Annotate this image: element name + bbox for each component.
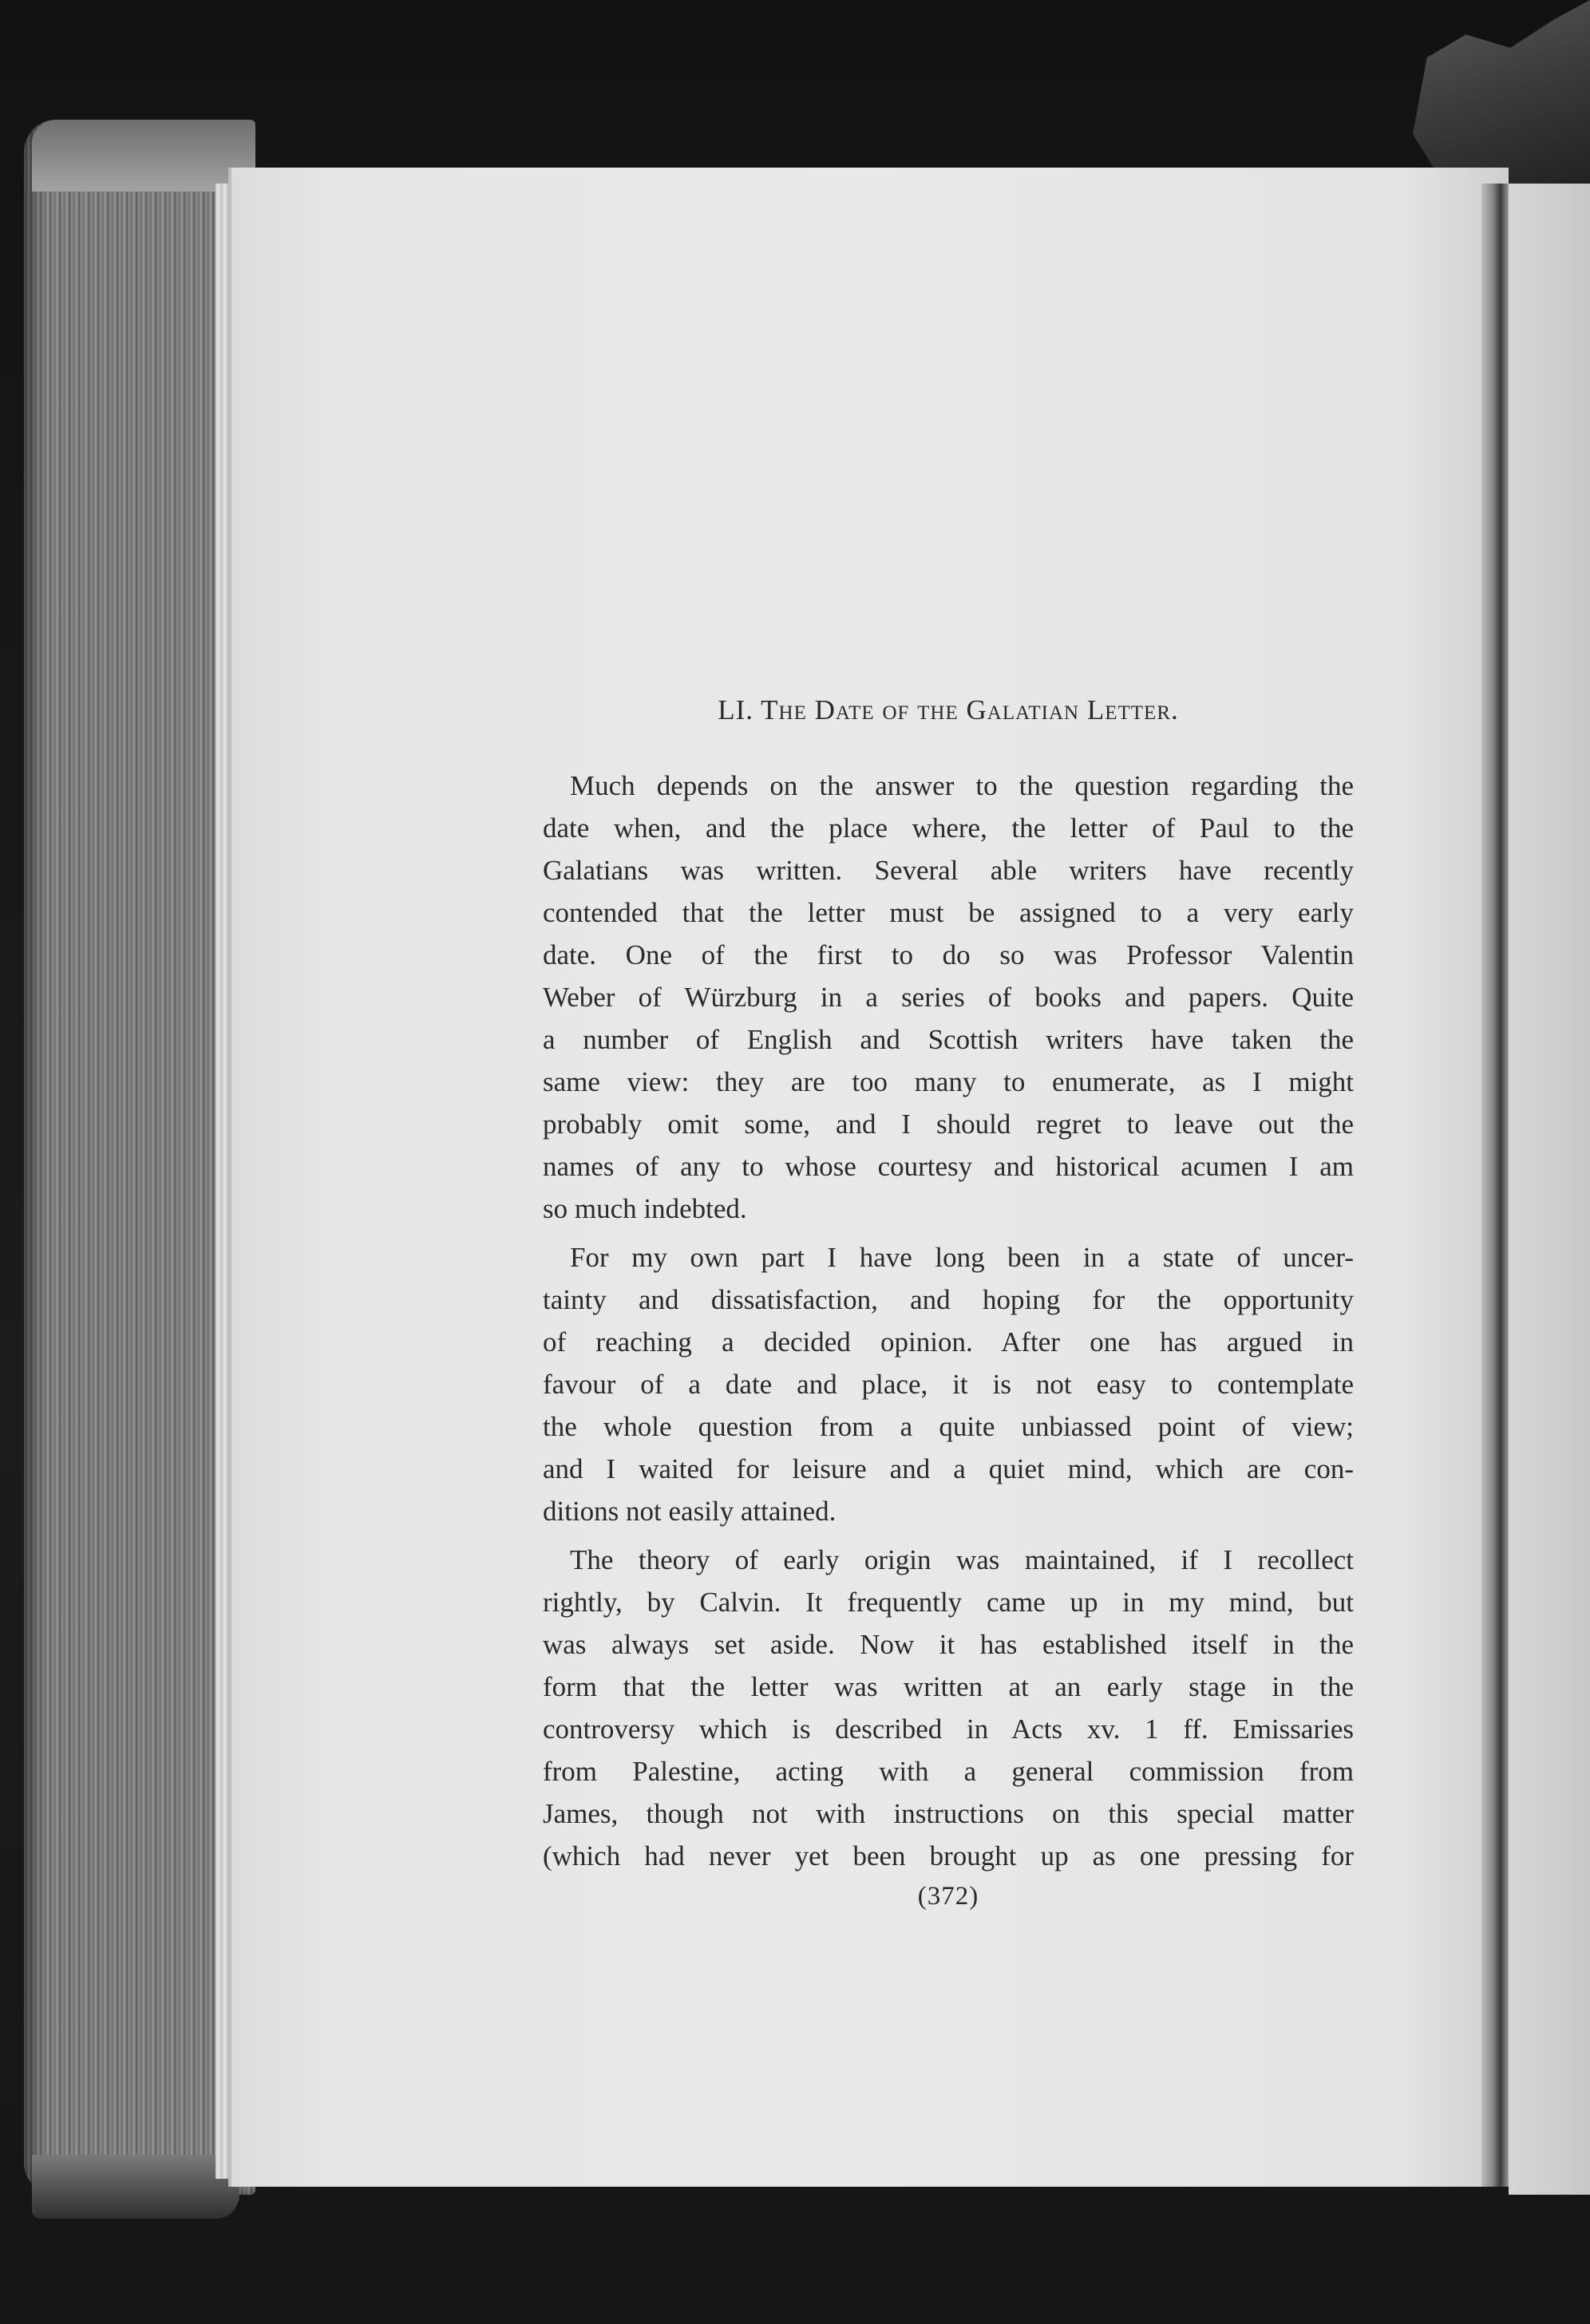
page-number: (372) — [917, 1882, 979, 1911]
page-block-bottom — [32, 2155, 239, 2219]
text-line: Galatians was written. Several able writers have recently — [543, 855, 1354, 886]
text-line: controversy which is described in Acts xv. 1 ff. Emissaries — [543, 1713, 1354, 1745]
text-line: so much indebted. — [543, 1193, 747, 1224]
paragraph-2 — [543, 1236, 1354, 1532]
paragraph-3 — [543, 1539, 1354, 1877]
page-text — [543, 694, 1354, 1911]
text-line: For my own part I have long been in a state of uncer- — [570, 1242, 1354, 1273]
text-line: probably omit some, and I should regret to leave out the — [543, 1109, 1354, 1140]
text-line: contended that the letter must be assigned to a very early — [543, 897, 1354, 928]
text-line: a number of English and Scottish writers have taken the — [543, 1024, 1354, 1055]
facing-page-edge — [1509, 184, 1590, 2195]
text-line: (which had never yet been brought up as one pressing for — [543, 1840, 1354, 1871]
text-line: favour of a date and place, it is not easy to contemplate — [543, 1369, 1354, 1400]
page-block-top — [32, 120, 255, 192]
text-line: names of any to whose courtesy and historical acumen I am — [543, 1151, 1354, 1182]
text-line: date when, and the place where, the letter of Paul to the — [543, 812, 1354, 844]
chapter-heading: LI. The Date of the Galatian Letter. — [718, 694, 1179, 725]
text-line: date. One of the first to do so was Professor Valentin — [543, 939, 1354, 970]
text-line: was always set aside. Now it has established itself in the — [543, 1629, 1354, 1660]
text-line: form that the letter was written at an early stage in the — [543, 1671, 1354, 1702]
text-line: of reaching a decided opinion. After one has argued in — [543, 1326, 1354, 1358]
text-line: Weber of Würzburg in a series of books and papers. Quite — [543, 982, 1354, 1013]
text-line: the whole question from a quite unbiassed point of view; — [543, 1411, 1354, 1442]
text-line: from Palestine, acting with a general commission from — [543, 1756, 1354, 1787]
text-line: tainty and dissatisfaction, and hoping for the opportunity — [543, 1284, 1354, 1315]
text-line: rightly, by Calvin. It frequently came up in my mind, but — [543, 1587, 1354, 1618]
text-line: ditions not easily attained. — [543, 1496, 837, 1527]
text-line: The theory of early origin was maintained, if I recollect — [570, 1544, 1354, 1575]
book-gutter — [1481, 184, 1509, 2187]
text-line: and I waited for leisure and a quiet mind, which are con- — [543, 1453, 1354, 1484]
text-line: Much depends on the answer to the question regarding the — [570, 770, 1354, 801]
torn-paper-scrap — [1413, 0, 1590, 192]
text-line: same view: they are too many to enumerate, as I might — [543, 1066, 1354, 1097]
paragraph-1 — [543, 765, 1354, 1230]
text-line: James, though not with instructions on this special matter — [543, 1798, 1354, 1829]
